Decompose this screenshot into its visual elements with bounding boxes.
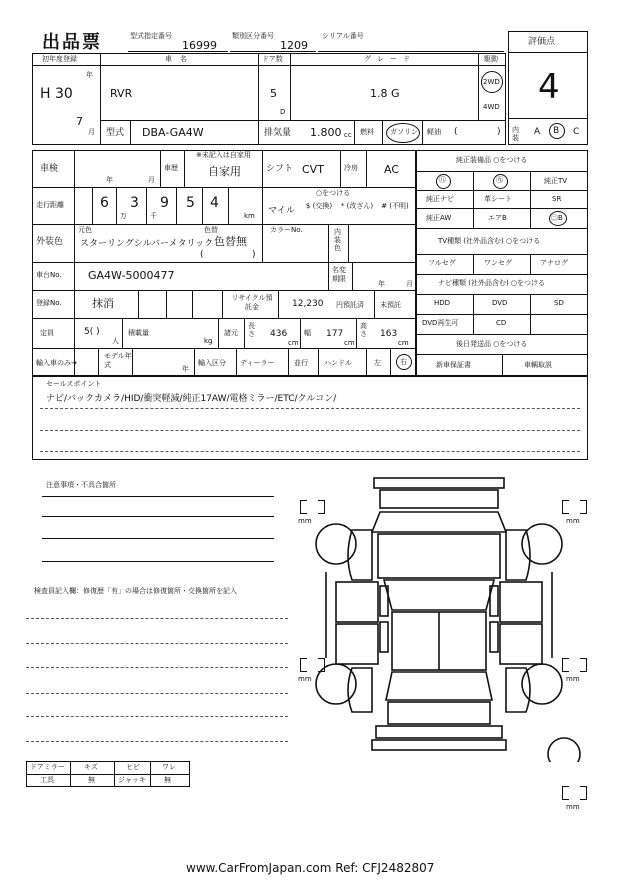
width-unit: cm [344, 339, 355, 347]
light-oil-label: 軽油 [427, 128, 441, 136]
orig-color-label: 元色 [78, 226, 92, 234]
sales-point-label: セールスポイント [46, 380, 102, 388]
dealer-option: ディーラー [240, 359, 275, 367]
score-value: 4 [538, 67, 560, 107]
model-type-label: 型式 [106, 128, 125, 138]
sheet-title: 出品票 [42, 32, 102, 53]
displacement: 1.800 [310, 126, 342, 139]
front-right-wheel [522, 524, 562, 564]
unpaid-label: 未預託 [380, 301, 401, 309]
docs-warranty: 新車保証書 [436, 361, 471, 369]
left-pillar-b [380, 622, 388, 652]
color-change-label: 色替 [204, 226, 218, 234]
equip-pw: ㊈ [496, 176, 503, 184]
legend-header-4: ワレ [162, 763, 176, 771]
load-label: 積載量 [128, 329, 149, 337]
usage-value: 自家用 [208, 165, 241, 178]
mileage-digit-4: 5 [186, 195, 195, 211]
front-left-fender [348, 530, 372, 580]
light-oil-bracket-close: ) [497, 127, 501, 137]
mm-unit-fl: mm [298, 517, 312, 525]
docs-title: 後日発送品 ○をつける [456, 340, 528, 348]
mileage-km-unit: km [244, 212, 255, 220]
length-unit: cm [288, 339, 299, 347]
odo-exchange: $ (交換) [305, 202, 333, 210]
mileage-digit-2: 3 [130, 195, 139, 211]
color-bracket-open: ( [200, 250, 204, 260]
rear-right-fender [506, 668, 530, 712]
height-label: 高さ [360, 322, 367, 338]
handle-right: 右 [400, 358, 407, 366]
mile-label: マイル [268, 206, 295, 216]
rear-left-wheel [316, 664, 356, 704]
name-change-year: 年 [378, 280, 385, 288]
color-change-value: 色替無 [214, 235, 247, 248]
interior-label: 内装 [512, 126, 519, 142]
nav-dvd: DVD [492, 299, 508, 307]
equip-genuine-nav: 純正ナビ [426, 195, 454, 203]
width-value: 177 [326, 329, 344, 339]
rear-right-door [500, 624, 542, 664]
model-type: DBA-GA4W [142, 126, 204, 139]
drive-2wd: 2WD [483, 78, 500, 86]
rear-window [386, 672, 492, 700]
usage-note: ※未記入は自家用 [196, 151, 251, 159]
score-label: 評価点 [528, 37, 556, 47]
width-label: 幅 [304, 329, 311, 337]
mm-unit-fr: mm [566, 517, 580, 525]
odometer-circle-note: ○をつける [316, 189, 351, 197]
ac-label: 冷房 [344, 164, 358, 172]
model-cert-label: 型式指定番号 [130, 32, 172, 40]
color-name: スターリングシルバーメタリック [80, 239, 214, 249]
nav-title: ナビ種類 (社外品含む) ○をつける [438, 279, 546, 287]
drive-label: 駆動 [484, 55, 498, 63]
bracket-spare-close [580, 786, 587, 800]
interior-c: C [573, 127, 580, 137]
model-cert-number: 16999 [182, 39, 217, 52]
first-reg-label: 初年度登録 [42, 55, 77, 63]
mm-unit-rr: mm [566, 675, 580, 683]
height-unit: cm [398, 339, 409, 347]
fuel-label: 燃料 [360, 128, 374, 136]
nav-sd: SD [554, 299, 564, 307]
model-year-label: モデル年式 [104, 352, 132, 369]
first-reg-month-unit: 月 [88, 128, 95, 136]
inspection-year-unit: 年 [106, 176, 113, 184]
serial-label: シリアル番号 [322, 32, 364, 40]
mileage-man-unit: 万 [120, 212, 127, 220]
import-label: 輸入車のみ→ [36, 359, 77, 367]
shift-label: シフト [266, 164, 294, 174]
equip-genuine-aw: 純正AW [426, 214, 452, 222]
capacity-unit: 人 [112, 337, 119, 345]
light-oil-bracket-open: ( [454, 127, 458, 137]
ac-value: AC [384, 163, 400, 176]
legend-value-1: 工具 [40, 776, 54, 784]
color-code-label: カラーNo. [270, 226, 303, 234]
mileage-digit-1: 6 [100, 195, 109, 211]
mileage-label: 走行距離 [36, 201, 64, 209]
reg-no-value: 抹消 [92, 297, 114, 310]
sales-point-text: ナビ/バックカメラ/HID/衝突軽減/純正17AW/電格ミラー/ETC/クルコン/ [46, 394, 337, 404]
length-value: 436 [270, 329, 288, 339]
equip-airbag: エアB [488, 214, 507, 222]
details-block [32, 150, 416, 376]
inspection-month-unit: 月 [148, 176, 155, 184]
front-left-door [336, 582, 378, 622]
spare-tire [548, 738, 580, 762]
footer-reference: www.CarFromJapan.com Ref: CFJ2482807 [186, 861, 435, 875]
genuine-title: 純正装備品 ○をつける [456, 156, 528, 164]
mileage-sen-unit: 千 [150, 212, 157, 220]
import-type-label: 輸入区分 [198, 359, 226, 367]
sales-point-block [32, 376, 588, 460]
windshield [384, 580, 494, 610]
equip-side-airbag: ㊁B [551, 214, 563, 222]
length-label: 長さ [248, 322, 255, 338]
mm-unit-spare: mm [566, 803, 580, 811]
fuel-value: ガソリン [390, 128, 418, 136]
dims-label: 諸元 [224, 329, 238, 337]
trunk [388, 702, 490, 724]
class-number: 1209 [280, 39, 308, 52]
grade-label: グレード [364, 55, 416, 63]
displacement-label: 排気量 [264, 128, 292, 138]
interior-b: B [553, 126, 560, 136]
inspector-label: 検査員記入欄：修復歴「有」の場合は修復箇所・交換箇所を記入 [34, 587, 237, 595]
usage-label: 車歴 [164, 164, 178, 172]
odo-tampered: * (改ざん) [340, 202, 374, 210]
legend-value-4: 無 [164, 776, 171, 784]
doors-value: 5 [270, 87, 277, 100]
tv-fullseg: フルセグ [428, 259, 456, 267]
reg-no-label: 登録No. [36, 299, 62, 307]
odo-unknown: # (不明) [381, 202, 409, 210]
equip-leather-seat: 革シート [484, 195, 512, 203]
car-diagram [296, 472, 592, 762]
caution-label: 注意事項・不具合箇所 [46, 481, 116, 489]
inspection-label: 車検 [40, 164, 59, 174]
doors-suffix: D [280, 108, 286, 116]
car-name: RVR [110, 87, 133, 100]
name-change-month: 月 [406, 280, 413, 288]
mileage-digit-5: 4 [210, 195, 219, 211]
model-year-unit: 年 [182, 365, 189, 373]
chassis-number: GA4W-5000477 [88, 269, 175, 282]
front-right-door [500, 582, 542, 622]
rear-bumper [372, 740, 506, 750]
hood [378, 534, 500, 578]
equip-genuine-tv: 純正TV [544, 177, 568, 185]
rear-panel [376, 726, 502, 738]
tv-oneseg: ワンセグ [484, 259, 512, 267]
nav-dvd-play: DVD再生可 [422, 319, 459, 327]
load-unit: kg [204, 337, 213, 345]
color-label: 外装色 [36, 237, 64, 247]
displacement-unit: cc [344, 131, 352, 139]
first-reg-month: 7 [76, 115, 83, 128]
nav-cd: CD [496, 319, 507, 327]
capacity-value: 5( ) [84, 327, 100, 337]
interior-color-label: 内装色 [334, 228, 341, 252]
right-pillar-b [490, 622, 498, 652]
drive-4wd: 4WD [483, 103, 500, 111]
docs-manual: 車輌取説 [524, 361, 552, 369]
front-bumper [374, 478, 504, 488]
legend-header-2: キズ [84, 763, 98, 771]
rear-right-wheel [522, 664, 562, 704]
front-left-wheel [316, 524, 356, 564]
color-bracket-close: ) [252, 250, 256, 260]
car-name-label: 車名 [165, 55, 195, 63]
rear-left-door [336, 624, 378, 664]
bracket-spare-open [562, 786, 569, 800]
legend-value-2: 無 [88, 776, 95, 784]
legend-header-3: ヒビ [126, 763, 140, 771]
rear-left-fender [348, 668, 372, 712]
recycle-label: リサイクル預託金 [231, 294, 273, 311]
mileage-digit-3: 9 [160, 195, 169, 211]
parallel-option: 並行 [294, 359, 308, 367]
class-label: 類別区分番号 [232, 32, 274, 40]
legend-value-3: ジャッキ [118, 776, 146, 784]
chassis-label: 車台No. [36, 271, 62, 279]
legend-header-1: ドアミラー [30, 763, 65, 771]
shift-value: CVT [302, 163, 324, 176]
doors-label: ドア数 [262, 55, 283, 63]
recycle-amount: 12,230 [292, 299, 324, 309]
handle-left: 左 [374, 359, 381, 367]
nav-hdd: HDD [434, 299, 451, 307]
height-value: 163 [380, 329, 398, 339]
name-change-label: 名変期限 [332, 266, 346, 283]
front-grille [380, 490, 498, 508]
first-reg-year-unit: 年 [86, 71, 93, 79]
equip-ac: ㊇ [439, 176, 446, 184]
capacity-label: 定員 [40, 329, 54, 337]
mm-unit-rl: mm [298, 675, 312, 683]
tv-analog: アナログ [540, 259, 568, 267]
equip-sunroof: SR [552, 195, 562, 203]
grade-value: 1.8 G [370, 87, 400, 100]
first-reg-year: H 30 [40, 86, 73, 102]
recycle-status: 円預託済 [336, 301, 364, 309]
interior-a: A [534, 127, 541, 137]
front-panel [372, 512, 506, 532]
tv-title: TV種類 (社外品含む) ○をつける [438, 237, 541, 245]
front-right-fender [506, 530, 530, 580]
handle-label: ハンドル [324, 359, 352, 367]
